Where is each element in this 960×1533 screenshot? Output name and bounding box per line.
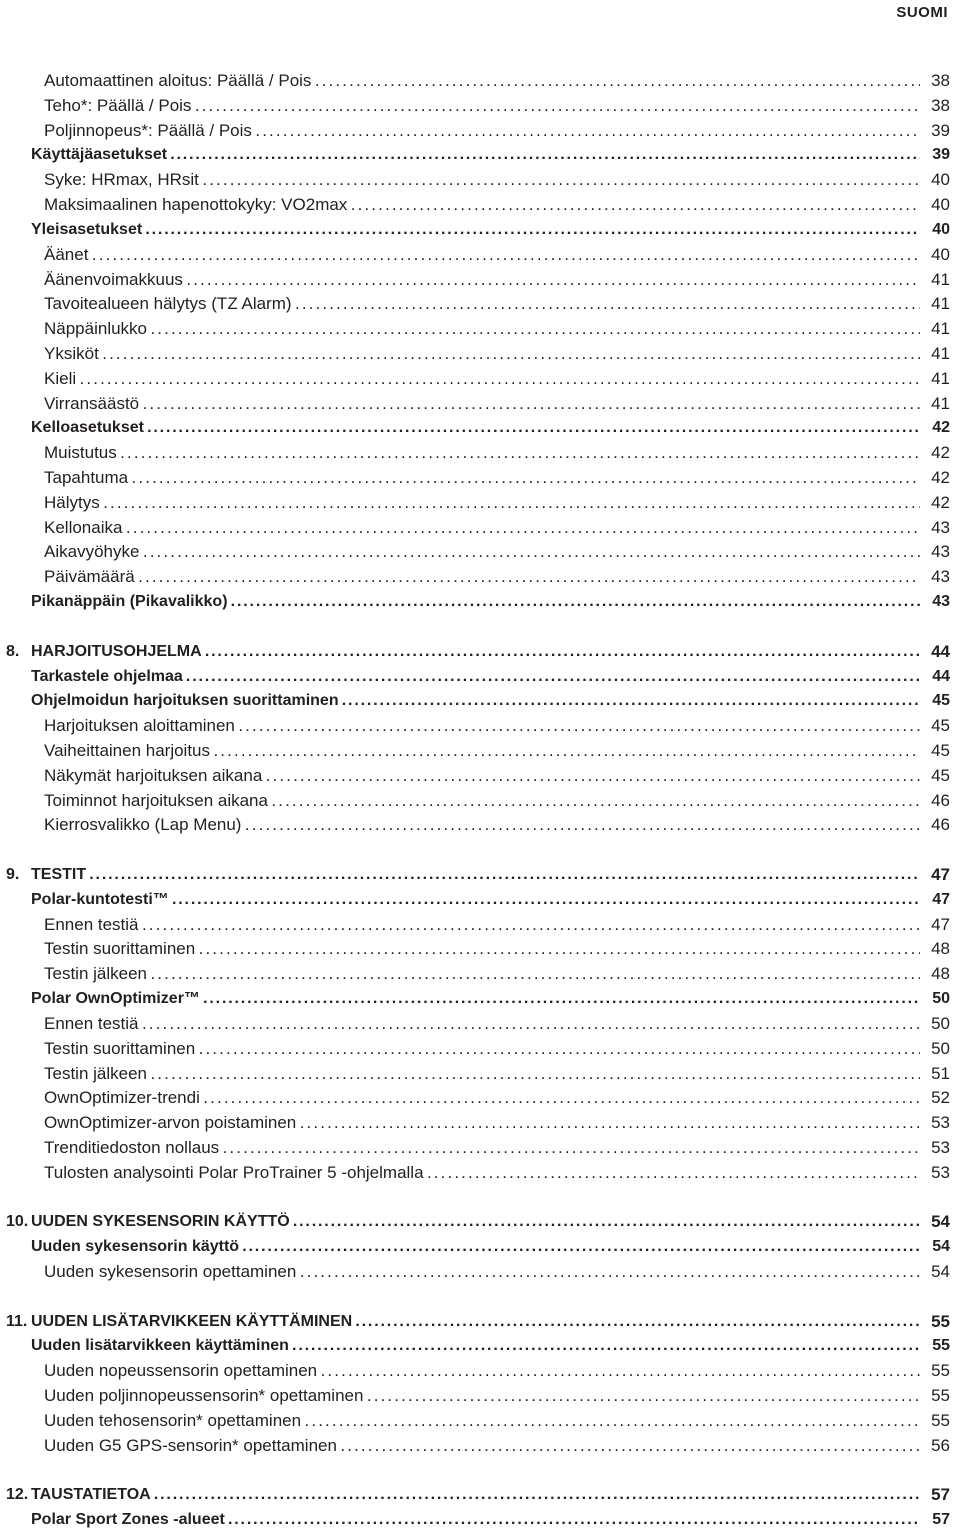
toc-entry-text: Päivämäärä [44,567,135,587]
toc-subsection[interactable] [0,69,950,94]
toc-entry-text: Ohjelmoidun harjoituksen suorittaminen [31,692,339,710]
toc-entry-title [0,540,920,565]
toc-entry-text: TESTIT [31,866,87,883]
toc-subsection[interactable] [0,937,950,962]
toc-entry-title [0,714,920,739]
toc-entry-text: OwnOptimizer-trendi [44,1088,200,1108]
toc-entry-text: Syke: HRmax, HRsit [44,170,199,190]
toc-page-number: 42 [920,491,950,516]
toc-subsection[interactable] [0,1136,950,1161]
toc-page-number: 45 [920,689,950,714]
toc-entry-title [0,1359,920,1384]
toc-page-number: 40 [920,193,950,218]
toc-subsection[interactable] [0,491,950,516]
section-gap [0,838,950,863]
toc-page-number: 56 [920,1434,950,1459]
toc-page-number: 54 [920,1210,950,1235]
toc-entry-title [0,863,920,888]
toc-subsection[interactable] [0,813,950,838]
toc-entry-text: Pikanäppäin (Pikavalikko) [31,593,228,611]
toc-entry-text: Näkymät harjoituksen aikana [44,765,263,785]
toc-page-number: 46 [920,813,950,838]
toc-entry-text: Virransäästö [44,393,140,413]
toc-entry-title [0,1037,920,1062]
toc-subsection[interactable] [0,441,950,466]
toc-entry-text: Uuden sykesensorin opettaminen [44,1262,297,1281]
toc-entry-title [0,317,920,342]
toc-entry-title [0,143,920,168]
toc-entry-title [0,1483,920,1508]
toc-entry-text: OwnOptimizer-arvon poistaminen [44,1113,297,1133]
toc-entry-title [0,665,920,690]
toc-subsection[interactable] [0,94,950,119]
toc-entry-text: Polar-kuntotesti™ [31,890,169,908]
toc-page-number: 38 [920,94,950,119]
toc-entry-title [0,392,920,417]
toc-section[interactable] [0,143,950,168]
toc-entry-title [0,1508,920,1533]
section-gap [0,1459,950,1484]
section-gap [0,1285,950,1310]
toc-subsection[interactable] [0,739,950,764]
toc-page-number: 43 [920,590,950,615]
toc-entry-text: Uuden tehosensorin* opettaminen [44,1410,302,1430]
toc-page-number: 47 [920,888,950,913]
toc-page-number: 51 [920,1062,950,1087]
toc-entry-text: UUDEN LISÄTARVIKKEEN KÄYTTÄMINEN [31,1312,353,1330]
toc-subsection[interactable] [0,764,950,789]
toc-entry-title [0,689,920,714]
toc-entry-title [0,193,920,218]
toc-subsection[interactable] [0,367,950,392]
toc-subsection[interactable] [0,392,950,417]
toc-subsection[interactable] [0,1012,950,1037]
toc-entry-title [0,416,920,441]
toc-page-number: 55 [920,1359,950,1384]
toc-entry-title [0,168,920,193]
toc-entry-text: Äänenvoimakkuus [44,269,183,289]
toc-entry-title [0,1409,920,1434]
toc-page-number: 39 [920,119,950,144]
toc-entry-title [0,441,920,466]
toc-section[interactable] [0,665,950,690]
toc-chapter[interactable] [0,1483,950,1508]
toc-subsection[interactable] [0,119,950,144]
toc-chapter-number: 12. [6,1486,29,1504]
toc-page-number: 48 [920,962,950,987]
toc-page-number: 42 [920,441,950,466]
toc-page-number: 41 [920,367,950,392]
toc-entry-text: Tavoitealueen hälytys (TZ Alarm) [44,294,292,314]
toc-entry-text: Kelloasetukset [31,419,144,437]
toc-entry-text: Teho*: Päällä / Pois [44,95,192,115]
toc-entry-title [0,1260,920,1285]
toc-entry-text: Tapahtuma [44,468,129,487]
toc-entry-text: Testin jälkeen [44,964,148,984]
toc-subsection[interactable] [0,1409,950,1434]
toc-entry-title [0,590,920,615]
toc-entry-title [0,367,920,392]
toc-section[interactable] [0,1334,950,1359]
toc-subsection[interactable] [0,565,950,590]
toc-entry-title [0,342,920,367]
toc-chapter[interactable] [0,863,950,888]
toc-entry-text: Testin jälkeen [44,1063,148,1083]
toc-entry-text: Yksiköt [44,343,99,363]
toc-entry-text: Harjoituksen aloittaminen [44,716,235,736]
toc-entry-text: Kellonaika [44,517,123,537]
toc-entry-text: Tarkastele ohjelmaa [31,667,183,685]
toc-entry-text: Näppäinlukko [44,319,148,339]
toc-entry-title [0,1384,920,1409]
toc-chapter-number: 11. [6,1312,28,1330]
toc-entry-text: Polar Sport Zones -alueet [31,1511,225,1529]
toc-entry-text: TAUSTATIETOA [31,1486,151,1504]
toc-entry-text: Tulosten analysointi Polar ProTrainer 5 -ohjelmalla [44,1162,424,1182]
language-label: SUOMI [896,4,948,21]
toc-subsection[interactable] [0,913,950,938]
toc-entry-title [0,69,920,94]
toc-page-number: 43 [920,516,950,541]
toc-page-number: 41 [920,342,950,367]
toc-subsection[interactable] [0,317,950,342]
toc-subsection[interactable] [0,1384,950,1409]
section-gap [0,1186,950,1211]
toc-subsection[interactable] [0,168,950,193]
toc-page-number: 54 [920,1260,950,1285]
toc-entry-title [0,119,920,144]
toc-entry-title [0,888,920,913]
toc-entry-title [0,565,920,590]
toc-entry-title [0,1111,920,1136]
toc-chapter-number: 8. [6,642,20,660]
toc-subsection[interactable] [0,789,950,814]
toc-subsection[interactable] [0,1111,950,1136]
toc-section[interactable] [0,888,950,913]
toc-entry-title [0,1136,920,1161]
toc-entry-text: UUDEN SYKESENSORIN KÄYTTÖ [31,1213,290,1231]
toc-page-number: 50 [920,987,950,1012]
toc-entry-title [0,292,920,317]
toc-subsection[interactable] [0,1161,950,1186]
toc-chapter[interactable] [0,1310,950,1335]
toc-entry-text: Äänet [44,244,89,264]
toc-entry-title [0,1310,920,1335]
toc-page-number: 40 [920,218,950,243]
toc-chapter-number: 9. [6,866,20,883]
toc-entry-title [0,1334,920,1359]
toc-entry-title [0,491,920,516]
toc-entry-title [0,1161,920,1186]
toc-entry-title [0,640,920,665]
toc-entry-text: Uuden lisätarvikkeen käyttäminen [31,1337,289,1355]
toc-page-number: 48 [920,937,950,962]
toc-subsection[interactable] [0,243,950,268]
toc-entry-text: Uuden nopeussensorin opettaminen [44,1361,318,1381]
toc-entry-text: Uuden sykesensorin käyttö [31,1238,240,1256]
toc-subsection[interactable] [0,342,950,367]
toc-entry-text: Yleisasetukset [31,220,143,238]
table-of-contents [0,69,950,1533]
toc-section[interactable] [0,987,950,1012]
toc-entry-title [0,764,920,789]
toc-page-number: 43 [920,565,950,590]
toc-entry-text: Vaiheittainen harjoitus [44,740,211,760]
toc-subsection[interactable] [0,1062,950,1087]
toc-page-number: 40 [920,168,950,193]
toc-page-number: 53 [920,1111,950,1136]
toc-page-number: 45 [920,714,950,739]
toc-subsection[interactable] [0,1037,950,1062]
toc-section[interactable] [0,1508,950,1533]
toc-section[interactable] [0,590,950,615]
toc-page-number: 53 [920,1161,950,1186]
toc-page-number: 57 [920,1483,950,1508]
toc-chapter[interactable] [0,1210,950,1235]
toc-entry-text: Aikavyöhyke [44,542,140,562]
toc-entry-title [0,94,920,119]
toc-subsection[interactable] [0,1086,950,1111]
toc-subsection[interactable] [0,1359,950,1384]
toc-entry-title [0,739,920,764]
toc-entry-text: Hälytys [44,492,100,512]
toc-entry-title [0,1012,920,1037]
toc-page-number: 52 [920,1086,950,1111]
toc-page-number: 41 [920,292,950,317]
toc-page-number: 47 [920,863,950,888]
toc-entry-text: Polar OwnOptimizer™ [31,990,200,1008]
toc-chapter-number: 10. [6,1213,29,1231]
toc-entry-title [0,937,920,962]
toc-page-number: 41 [920,392,950,417]
toc-page-number: 50 [920,1037,950,1062]
toc-entry-title [0,268,920,293]
toc-subsection[interactable] [0,714,950,739]
toc-entry-text: Trenditiedoston nollaus [44,1137,220,1157]
toc-entry-title [0,218,920,243]
toc-section[interactable] [0,218,950,243]
toc-page-number: 46 [920,789,950,814]
toc-entry-text: Maksimaalinen hapenottokyky: VO2max [44,195,348,215]
toc-entry-text: Uuden G5 GPS-sensorin* opettaminen [44,1435,337,1455]
toc-page-number: 44 [920,640,950,665]
toc-entry-title [0,1235,920,1260]
toc-page-number: 42 [920,416,950,441]
toc-page-number: 54 [920,1235,950,1260]
toc-page-number: 44 [920,665,950,690]
toc-subsection[interactable] [0,516,950,541]
toc-entry-title [0,1086,920,1111]
toc-page-number: 41 [920,317,950,342]
toc-entry-text: Testin suorittaminen [44,939,196,959]
toc-entry-text: Kieli [44,368,77,388]
toc-entry-text: Kierrosvalikko (Lap Menu) [44,815,242,835]
toc-entry-title [0,987,920,1012]
toc-entry-title [0,466,920,491]
toc-page-number: 43 [920,540,950,565]
toc-page-number: 55 [920,1409,950,1434]
toc-subsection[interactable] [0,1434,950,1459]
toc-page-number: 38 [920,69,950,94]
toc-entry-title [0,243,920,268]
toc-entry-text: Automaattinen aloitus: Päällä / Pois [44,71,312,90]
toc-subsection[interactable] [0,268,950,293]
toc-entry-title [0,813,920,838]
toc-entry-title [0,1210,920,1235]
toc-page-number: 57 [920,1508,950,1533]
toc-page-number: 45 [920,739,950,764]
toc-chapter[interactable] [0,640,950,665]
section-gap [0,615,950,640]
toc-section[interactable] [0,1235,950,1260]
toc-entry-title [0,1062,920,1087]
toc-page-number: 42 [920,466,950,491]
toc-subsection[interactable] [0,193,950,218]
toc-entry-title [0,1434,920,1459]
toc-entry-title [0,789,920,814]
toc-subsection[interactable] [0,1260,950,1285]
toc-section[interactable] [0,416,950,441]
toc-subsection[interactable] [0,962,950,987]
toc-entry-text: Käyttäjäasetukset [31,146,168,164]
toc-page-number: 55 [920,1334,950,1359]
toc-entry-text: Toiminnot harjoituksen aikana [44,790,268,810]
toc-entry-text: Ennen testiä [44,914,139,934]
toc-entry-title [0,913,920,938]
toc-entry-text: Ennen testiä [44,1013,139,1033]
toc-entry-title [0,516,920,541]
toc-entry-text: Uuden poljinnopeussensorin* opettaminen [44,1386,364,1406]
toc-subsection[interactable] [0,540,950,565]
toc-entry-text: Testin suorittaminen [44,1038,196,1058]
toc-subsection[interactable] [0,466,950,491]
toc-page-number: 50 [920,1012,950,1037]
toc-entry-text: Muistutus [44,443,117,463]
toc-page-number: 53 [920,1136,950,1161]
toc-entry-text: HARJOITUSOHJELMA [31,642,202,660]
toc-entry-title [0,962,920,987]
toc-section[interactable] [0,689,950,714]
toc-page-number: 55 [920,1310,950,1335]
toc-page-number: 39 [920,143,950,168]
toc-page-number: 40 [920,243,950,268]
toc-page-number: 55 [920,1384,950,1409]
toc-page-number: 47 [920,913,950,938]
toc-subsection[interactable] [0,292,950,317]
toc-entry-text: Poljinnopeus*: Päällä / Pois [44,120,252,140]
toc-page-number: 45 [920,764,950,789]
toc-page-number: 41 [920,268,950,293]
